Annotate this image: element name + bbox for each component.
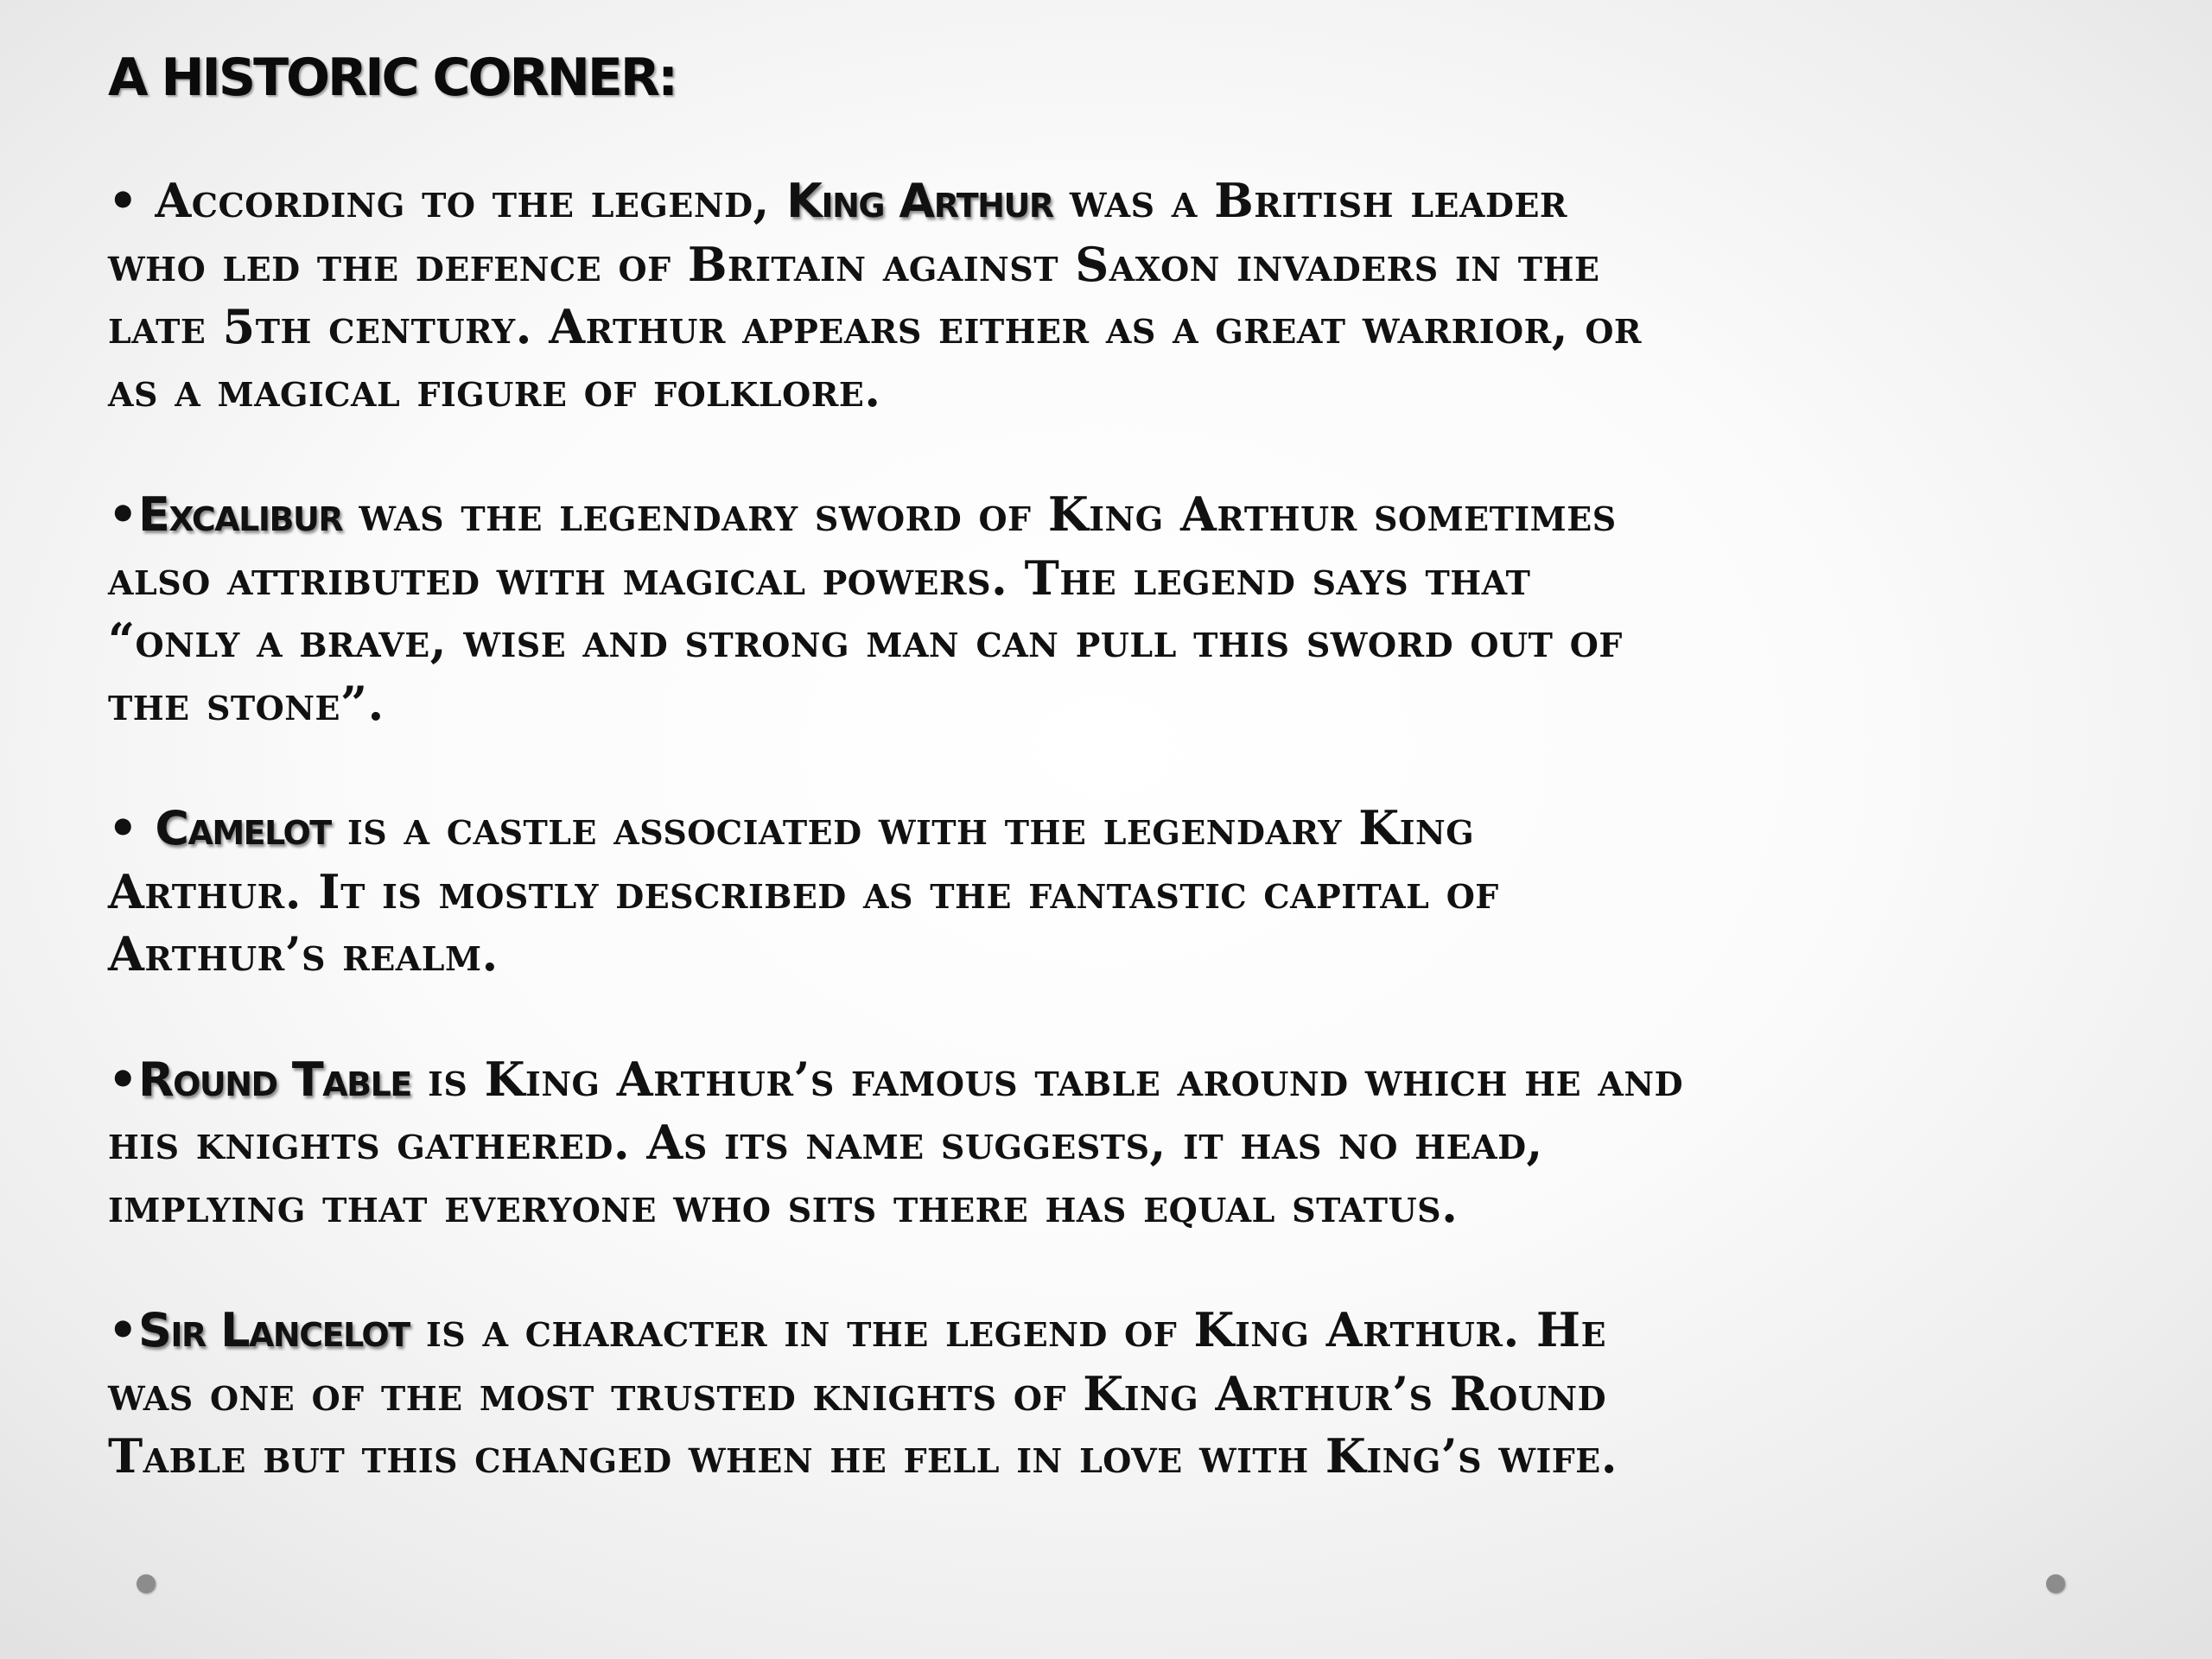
paragraph-line bbox=[108, 296, 2121, 359]
bullet-paragraph bbox=[108, 797, 2121, 986]
paragraph-line bbox=[108, 672, 2121, 735]
key-term: Excalibur bbox=[138, 487, 343, 542]
paragraph-line bbox=[108, 609, 2121, 672]
bullet-icon: • bbox=[108, 486, 139, 542]
line-text: is a castle associated with the legendary King bbox=[330, 800, 1475, 855]
paragraph-line bbox=[108, 1425, 2121, 1488]
paragraph-line bbox=[108, 359, 2121, 422]
paragraph-line bbox=[108, 923, 2121, 986]
left-corner-dot-icon bbox=[137, 1574, 156, 1593]
line-text: was the legendary sword of King Arthur sometimes bbox=[342, 486, 1617, 542]
paragraph-line bbox=[108, 483, 2121, 547]
paragraph-line bbox=[108, 547, 2121, 610]
right-corner-dot-icon bbox=[2046, 1574, 2065, 1593]
key-term: King Arthur bbox=[786, 174, 1053, 228]
line-text: late 5th century. Arthur appears either as a great warrior, or bbox=[108, 299, 1643, 354]
line-text: as a magical figure of folklore. bbox=[108, 361, 881, 417]
paragraph-line bbox=[108, 797, 2121, 861]
line-text: Arthur. It is mostly described as the fantastic capital of bbox=[108, 863, 1499, 919]
bullet-icon: • bbox=[108, 1302, 139, 1357]
line-text: implying that everyone who sits there has equal status. bbox=[108, 1177, 1459, 1233]
bullet-icon: • bbox=[108, 800, 156, 855]
bullet-paragraph bbox=[108, 1299, 2121, 1488]
paragraph-line bbox=[108, 1048, 2121, 1112]
bullet-paragraph bbox=[108, 169, 2121, 421]
bullet-paragraph bbox=[108, 483, 2121, 734]
line-text: his knights gathered. As its name suggests, it has no head, bbox=[108, 1115, 1543, 1170]
paragraph-line bbox=[108, 233, 2121, 296]
line-text: According to the legend, bbox=[155, 173, 787, 228]
paragraph-line bbox=[108, 1363, 2121, 1426]
paragraph-line bbox=[108, 1111, 2121, 1174]
paragraph-line bbox=[108, 1174, 2121, 1237]
key-term: Sir Lancelot bbox=[138, 1303, 410, 1357]
line-text: is King Arthur’s famous table around which he and bbox=[410, 1051, 1684, 1107]
slide-content bbox=[108, 169, 2121, 1550]
paragraph-line bbox=[108, 861, 2121, 924]
line-text: is a character in the legend of King Arthur. He bbox=[409, 1302, 1607, 1357]
line-text: the stone”. bbox=[108, 675, 385, 731]
bullet-icon: • bbox=[108, 173, 156, 228]
key-term: Round Table bbox=[138, 1052, 411, 1107]
bullet-paragraph bbox=[108, 1048, 2121, 1237]
paragraph-line bbox=[108, 169, 2121, 233]
line-text: Arthur’s realm. bbox=[108, 926, 499, 982]
line-text: also attributed with magical powers. The legend says that bbox=[108, 550, 1531, 606]
line-text: who led the defence of Britain against Saxon invaders in the bbox=[108, 236, 1600, 292]
line-text: “only a brave, wise and strong man can pull this sword out of bbox=[108, 613, 1623, 668]
slide-title: A HISTORIC CORNER: bbox=[108, 48, 677, 108]
line-text: was a British leader bbox=[1052, 173, 1568, 228]
line-text: Table but this changed when he fell in love with King’s wife. bbox=[108, 1428, 1618, 1484]
line-text: was one of the most trusted knights of King Arthur’s Round bbox=[108, 1365, 1607, 1421]
paragraph-line bbox=[108, 1299, 2121, 1363]
bullet-icon: • bbox=[108, 1051, 139, 1107]
key-term: Camelot bbox=[155, 801, 331, 855]
